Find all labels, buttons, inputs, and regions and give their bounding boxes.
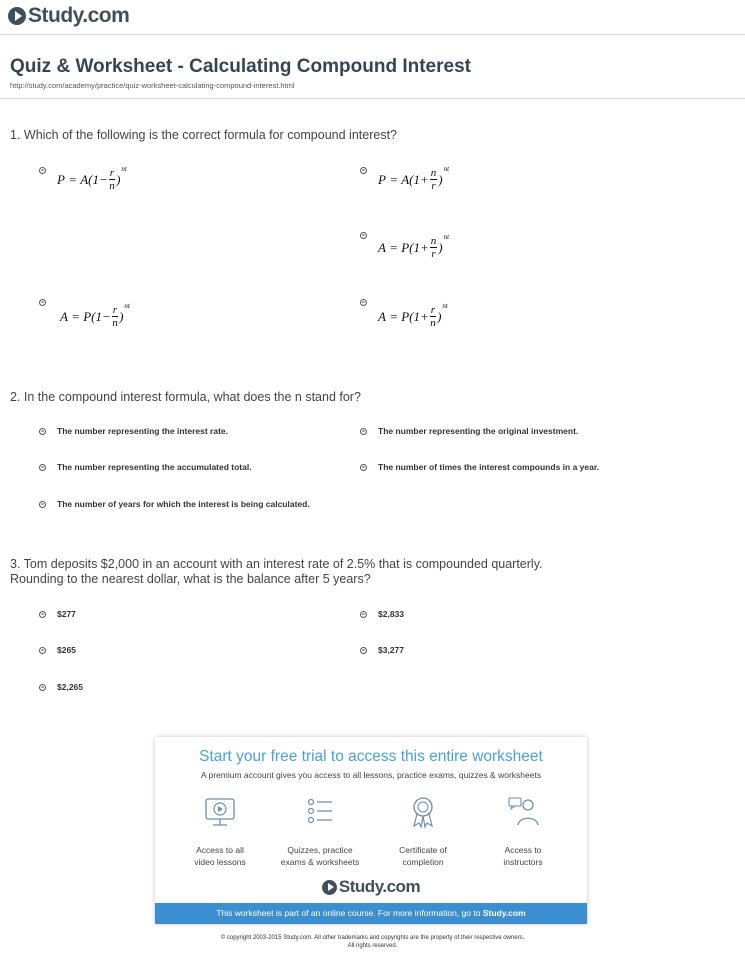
certificate-icon (407, 795, 439, 829)
feature-quizzes-line-2: exams & worksheets (280, 857, 360, 867)
q1-option-c-radio[interactable] (360, 232, 367, 239)
q3-option-c-label: $265 (57, 645, 76, 655)
feature-certificate-line-1: Certificate of (399, 845, 447, 855)
promo-study-logo[interactable] (155, 877, 587, 897)
question-3-line-2: Rounding to the nearest dollar, what is the balance after 5 years? (10, 572, 371, 586)
promo-bar-link[interactable]: Study.com (482, 908, 526, 918)
promo-info-bar (155, 903, 587, 924)
q3-option-a-radio[interactable] (39, 611, 46, 618)
copyright-line-1: © copyright 2003-2015 Study.com. All other trademarks and copyrights are the property of their respective owners. (220, 935, 525, 941)
feature-quizzes (270, 795, 370, 868)
logo-text: Study.com (28, 4, 130, 27)
page-title: Quiz & Worksheet - Calculating Compound Interest (10, 56, 471, 77)
q2-option-c-label: The number representing the accumulated total. (57, 462, 252, 472)
promo-subline: A premium account gives you access to all lessons, practice exams, quizzes & worksheets (200, 770, 542, 780)
q1-option-e-formula: A = P(1 + $\frac{r}{n}$ ) $^{nt}$ (378, 302, 448, 329)
q2-option-a-label: The number representing the interest rate. (57, 426, 228, 436)
q3-option-e-label: $2,265 (57, 682, 83, 692)
q3-option-b-radio[interactable] (360, 611, 367, 618)
q1-option-d-formula: A = P(1 − $\frac{r}{n}$ ) $^{nt}$ (60, 302, 130, 329)
feature-video-line-1: Access to all (196, 845, 244, 855)
q1-option-a-radio[interactable] (39, 167, 46, 174)
video-lesson-icon (204, 795, 236, 829)
q1-option-c-formula: A = P(1 + $\frac{n}{r}$ ) $^{nt}$ (378, 233, 450, 260)
q1-option-a-formula: P = A(1 − $\frac{r}{n}$ ) $^{nt}$ (57, 165, 127, 192)
promo-bar-text: This worksheet is part of an online course. For more information, go to (216, 908, 481, 918)
q1-option-d-radio[interactable] (39, 299, 46, 306)
q2-option-e-label: The number of years for which the interest is being calculated. (57, 499, 310, 509)
q3-option-b-label: $2,833 (378, 609, 404, 619)
instructor-icon (507, 795, 539, 829)
copyright-line-2: All rights reserved. (347, 943, 398, 949)
q2-option-c-radio[interactable] (39, 464, 46, 471)
feature-instructors (473, 795, 573, 868)
q3-option-e-radio[interactable] (39, 684, 46, 691)
q3-option-d-radio[interactable] (360, 647, 367, 654)
q3-option-d-label: $3,277 (378, 645, 404, 655)
question-1: 1. Which of the following is the correct formula for compound interest? (10, 128, 397, 142)
q3-option-a-label: $277 (57, 609, 76, 619)
q1-option-b-radio[interactable] (360, 167, 367, 174)
free-trial-promo (155, 737, 587, 924)
q2-option-b-radio[interactable] (360, 428, 367, 435)
list-icon (304, 795, 336, 829)
q2-option-b-label: The number representing the original investment. (378, 426, 579, 436)
header-divider (0, 34, 745, 35)
q1-option-e-radio[interactable] (360, 299, 367, 306)
q3-option-c-radio[interactable] (39, 647, 46, 654)
q2-option-e-radio[interactable] (39, 501, 46, 508)
feature-video-lessons (170, 795, 270, 868)
q2-option-d-radio[interactable] (360, 464, 367, 471)
feature-video-line-2: video lessons (194, 857, 246, 867)
promo-headline[interactable]: Start your free trial to access this entire worksheet (199, 748, 543, 765)
copyright-footer (0, 934, 745, 950)
study-logo[interactable] (8, 4, 129, 28)
question-2: 2. In the compound interest formula, what does the n stand for? (10, 390, 361, 404)
feature-instructors-line-2: instructors (503, 857, 543, 867)
feature-instructors-line-1: Access to (504, 845, 542, 855)
play-icon (8, 7, 26, 25)
q2-option-a-radio[interactable] (39, 428, 46, 435)
q1-option-b-formula: P = A(1 + $\frac{n}{r}$ ) $^{nt}$ (378, 165, 450, 192)
question-3-line-1: 3. Tom deposits $2,000 in an account with an interest rate of 2.5% that is compounded quarterly. (10, 557, 543, 571)
promo-logo-text: Study.com (338, 877, 421, 896)
play-icon (322, 880, 337, 895)
feature-quizzes-line-1: Quizzes, practice (287, 845, 353, 855)
feature-certificate (373, 795, 473, 868)
feature-certificate-line-2: completion (402, 857, 444, 867)
title-divider (0, 98, 745, 99)
q2-option-d-label: The number of times the interest compounds in a year. (378, 462, 600, 472)
page-url: http://study.com/academy/practice/quiz-worksheet-calculating-compound-interest.html (10, 81, 295, 90)
